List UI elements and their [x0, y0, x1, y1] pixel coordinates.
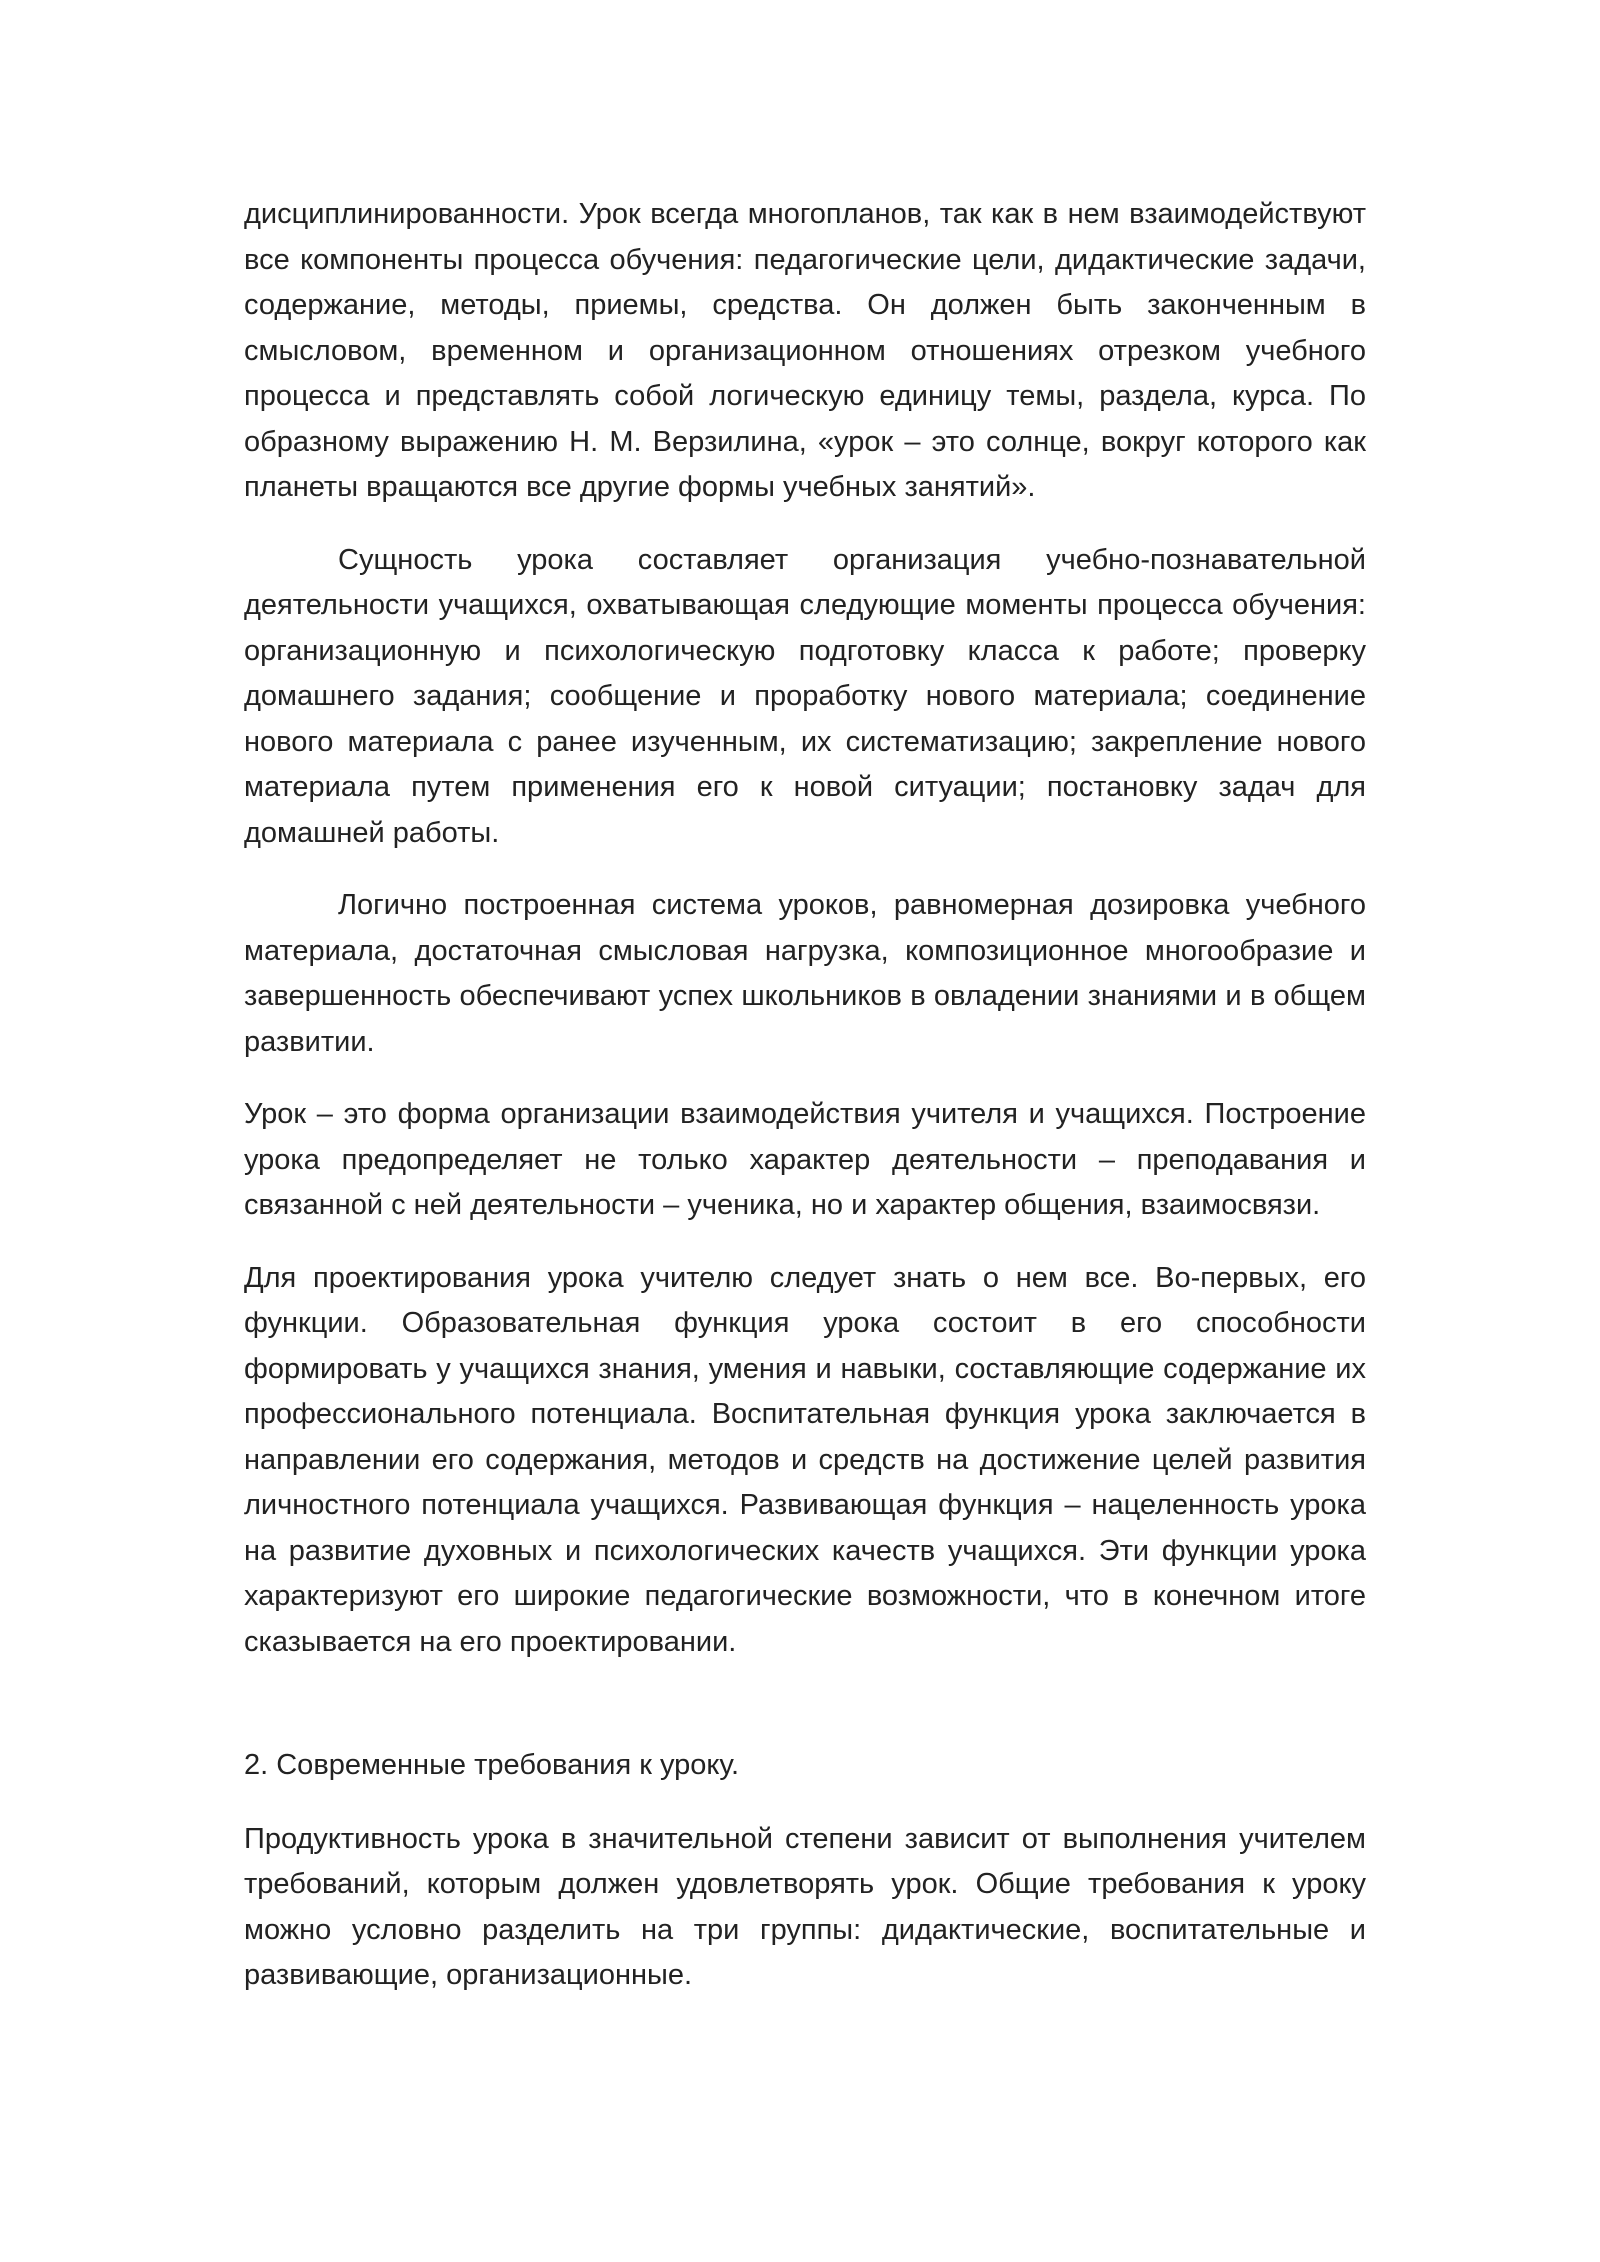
section-heading: 2. Современные требования к уроку.: [244, 1749, 740, 1781]
paragraph-lesson-requirements: Продуктивность урока в значительной степени зависит от выполнения учителем требований, которым должен удовлетворять урок. Общие требования к уроку можно условно разделить на три группы: дидактические, воспитательные и развивающие, организационные.: [244, 1822, 1366, 1991]
paragraph-lesson-multifaceted: дисциплинированности. Урок всегда многопланов, так как в нем взаимодействуют все компоненты процесса обучения: педагогические цели, дидактические задачи, содержание, методы, приемы, средства. Он должен быть законченным в смысловом, временном и организационном отношениях отрезком учебного процесса и представлять собой логическую единицу темы, раздела, курса. По образному выражению Н. М. Верзилина, «урок – это солнце, вокруг которого как планеты вращаются все другие формы учебных занятий».: [244, 198, 1366, 503]
paragraph-lesson-system: Логично построенная система уроков, равномерная дозировка учебного материала, достаточная смысловая нагрузка, композиционное многообразие и завершенность обеспечивают успех школьников в овладении знаниями и в общем развитии.: [244, 889, 1366, 1058]
document-body: [244, 192, 1366, 2026]
paragraph-lesson-functions: Для проектирования урока учителю следует знать о нем все. Во-первых, его функции. Образовательная функция урока состоит в его способности формировать у учащихся знания, умения и навыки, составляющие содержание их профессионального потенциала. Воспитательная функция урока заключается в направлении его содержания, методов и средств на достижение целей развития личностного потенциала учащихся. Развивающая функция – нацеленность урока на развитие духовных и психологических качеств учащихся. Эти функции урока характеризуют его широкие педагогические возможности, что в конечном итоге сказывается на его проектировании.: [244, 1261, 1366, 1658]
paragraph-lesson-form: Урок – это форма организации взаимодействия учителя и учащихся. Построение урока предопределяет не только характер деятельности – преподавания и связанной с ней деятельности – ученика, но и характер общения, взаимосвязи.: [244, 1098, 1366, 1221]
paragraph-lesson-essence: Сущность урока составляет организация учебно-познавательной деятельности учащихся, охватывающая следующие моменты процесса обучения: организационную и психологическую подготовку класса к работе; проверку домашнего задания; сообщение и проработку нового материала; соединение нового материала с ранее изученным, их систематизацию; закрепление нового материала путем применения его к новой ситуации; постановку задач для домашней работы.: [244, 543, 1366, 849]
